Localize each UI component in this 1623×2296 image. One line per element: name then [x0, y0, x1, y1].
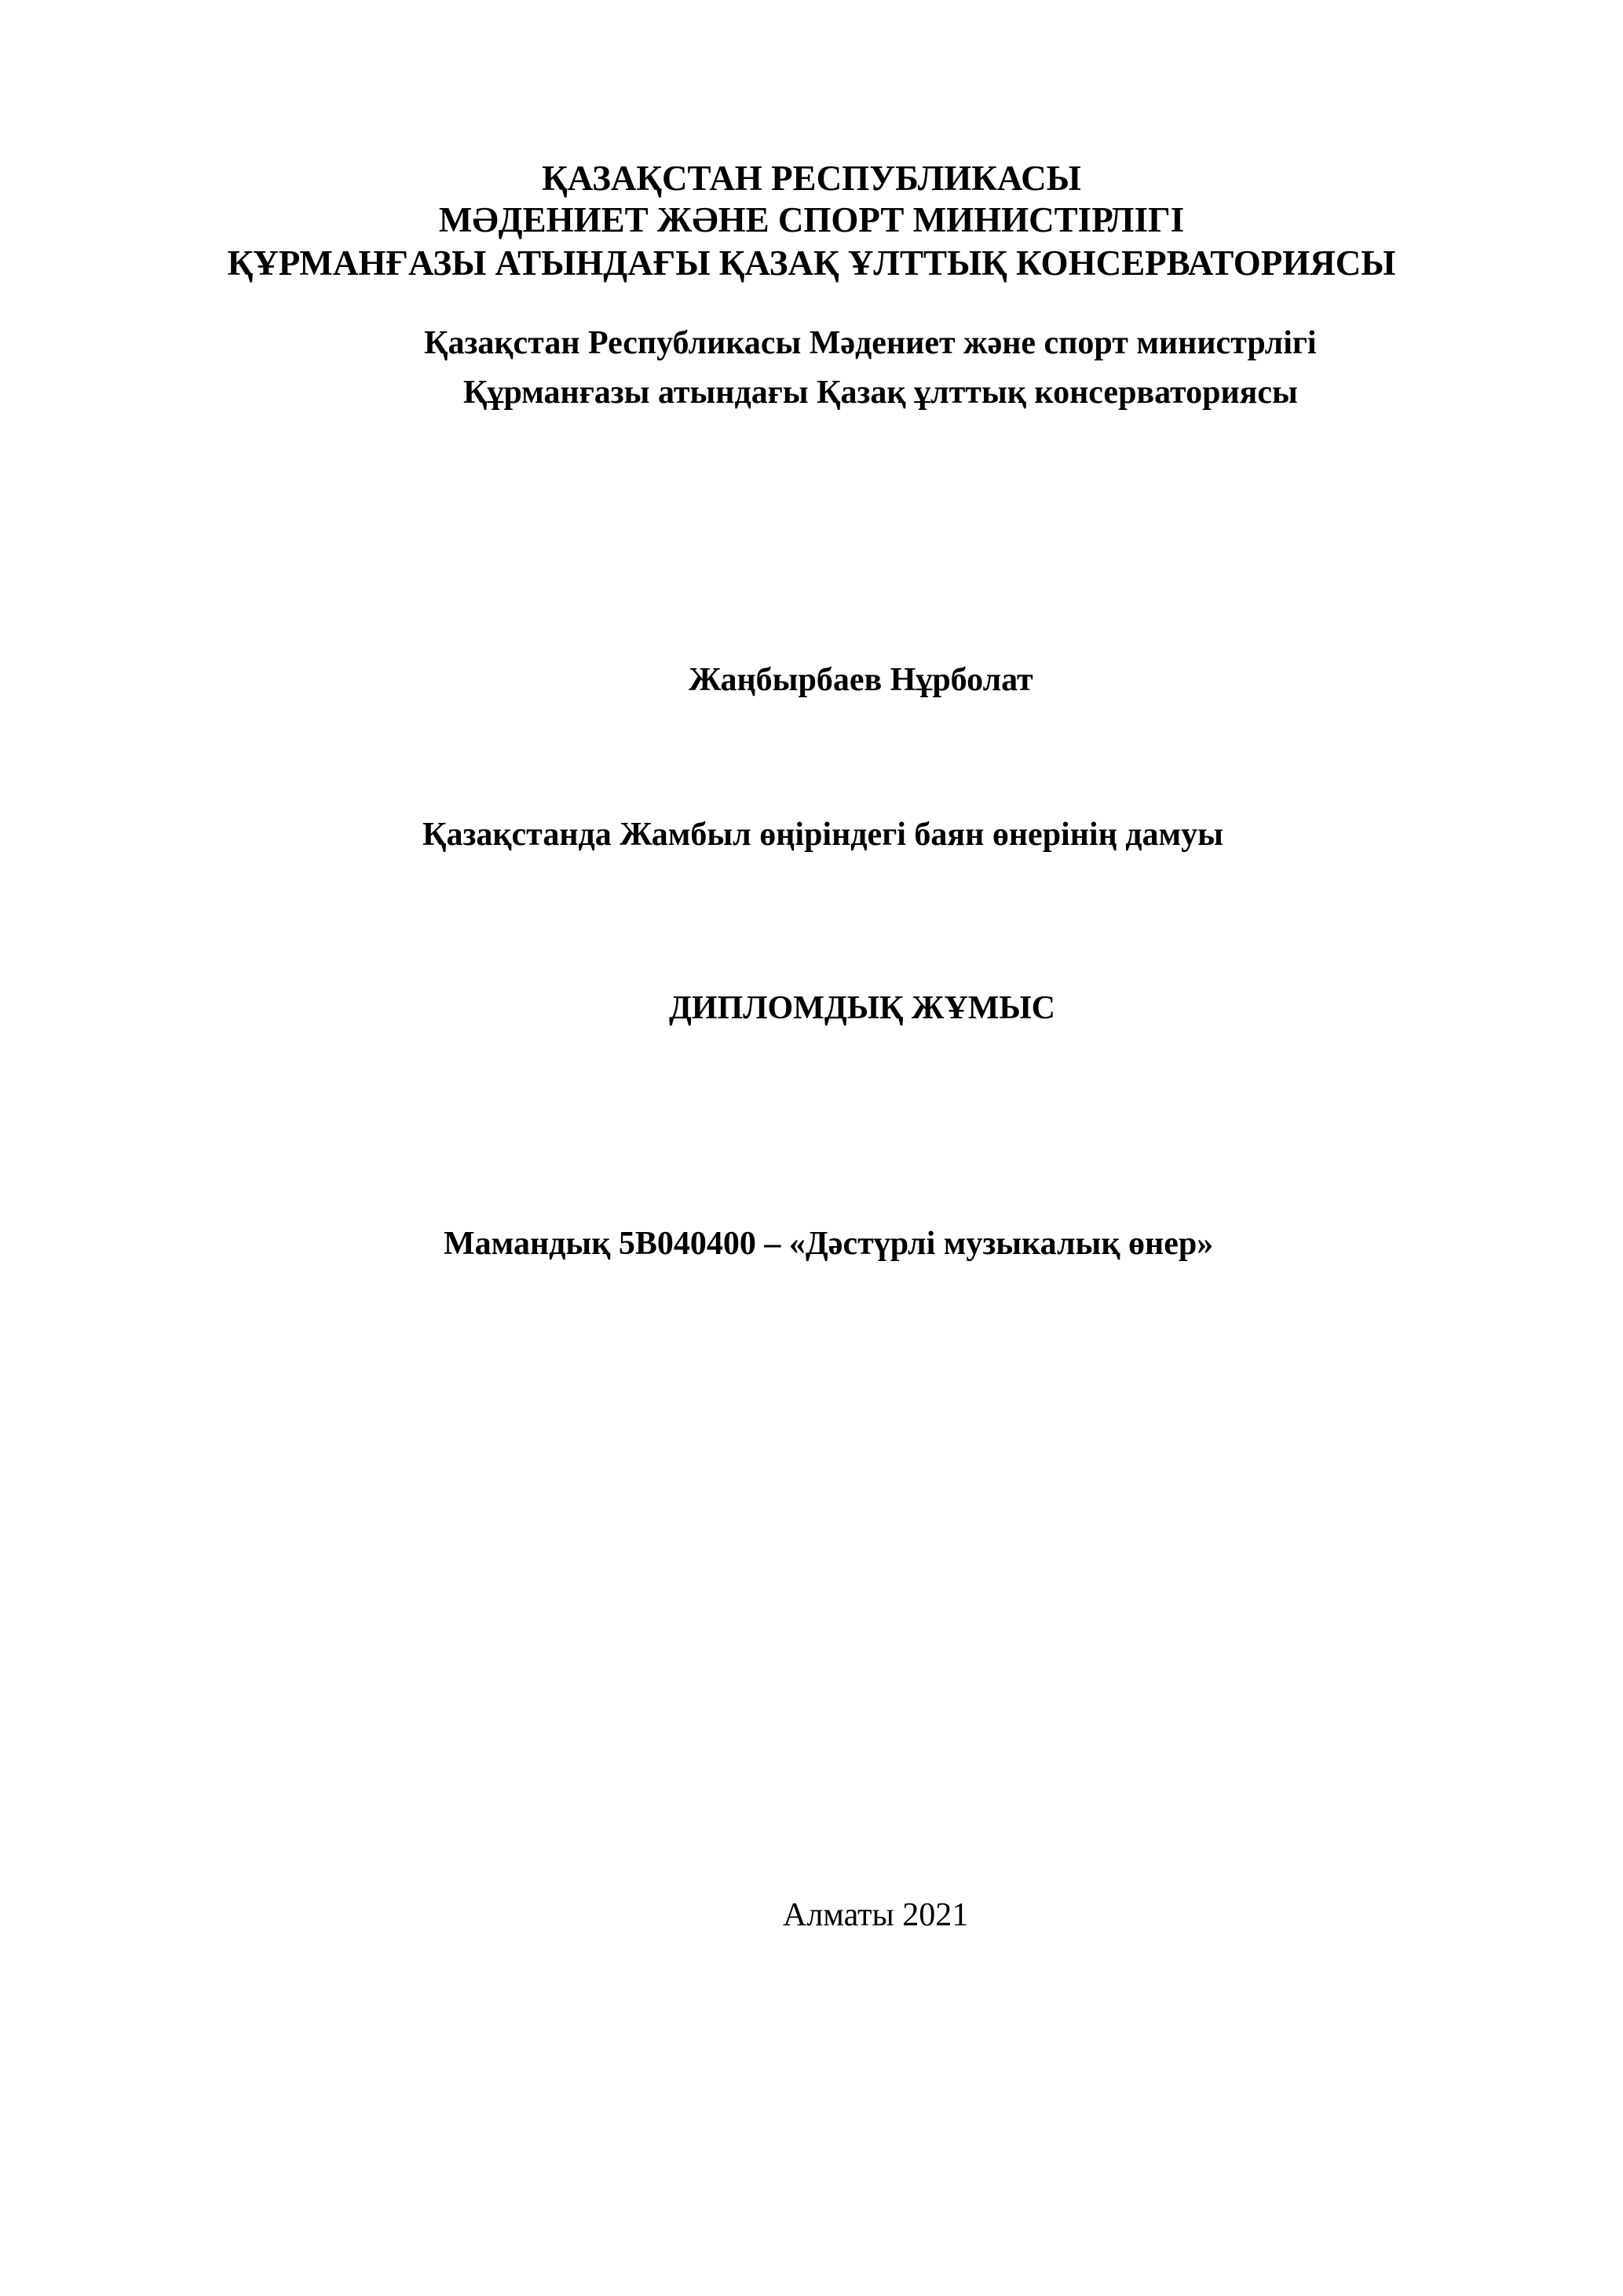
- subheader-conservatory: Құрманғазы атындағы Қазақ ұлттық консерваториясы: [463, 375, 1298, 411]
- header-conservatory: ҚҰРМАНҒАЗЫ АТЫНДАҒЫ ҚАЗАҚ ҰЛТТЫҚ КОНСЕРВАТОРИЯСЫ: [227, 243, 1396, 283]
- specialty-line: Мамандық 5В040400 – «Дәстүрлі музыкалық өнер»: [444, 1226, 1214, 1262]
- city-year: Алматы 2021: [783, 1897, 969, 1933]
- header-ministry: МӘДЕНИЕТ ЖӘНЕ СПОРТ МИНИСТІРЛІГІ: [438, 200, 1185, 239]
- subheader-ministry: Қазақстан Республикасы Мәдениет және спорт министрлігі: [424, 325, 1317, 361]
- work-type-title: ДИПЛОМДЫҚ ЖҰМЫС: [669, 990, 1056, 1026]
- thesis-topic: Қазақстанда Жамбыл өңіріндегі баян өнерінің дамуы: [422, 817, 1223, 853]
- author-name: Жаңбырбаев Нұрболат: [689, 662, 1033, 698]
- header-country: ҚАЗАҚСТАН РЕСПУБЛИКАСЫ: [542, 159, 1081, 198]
